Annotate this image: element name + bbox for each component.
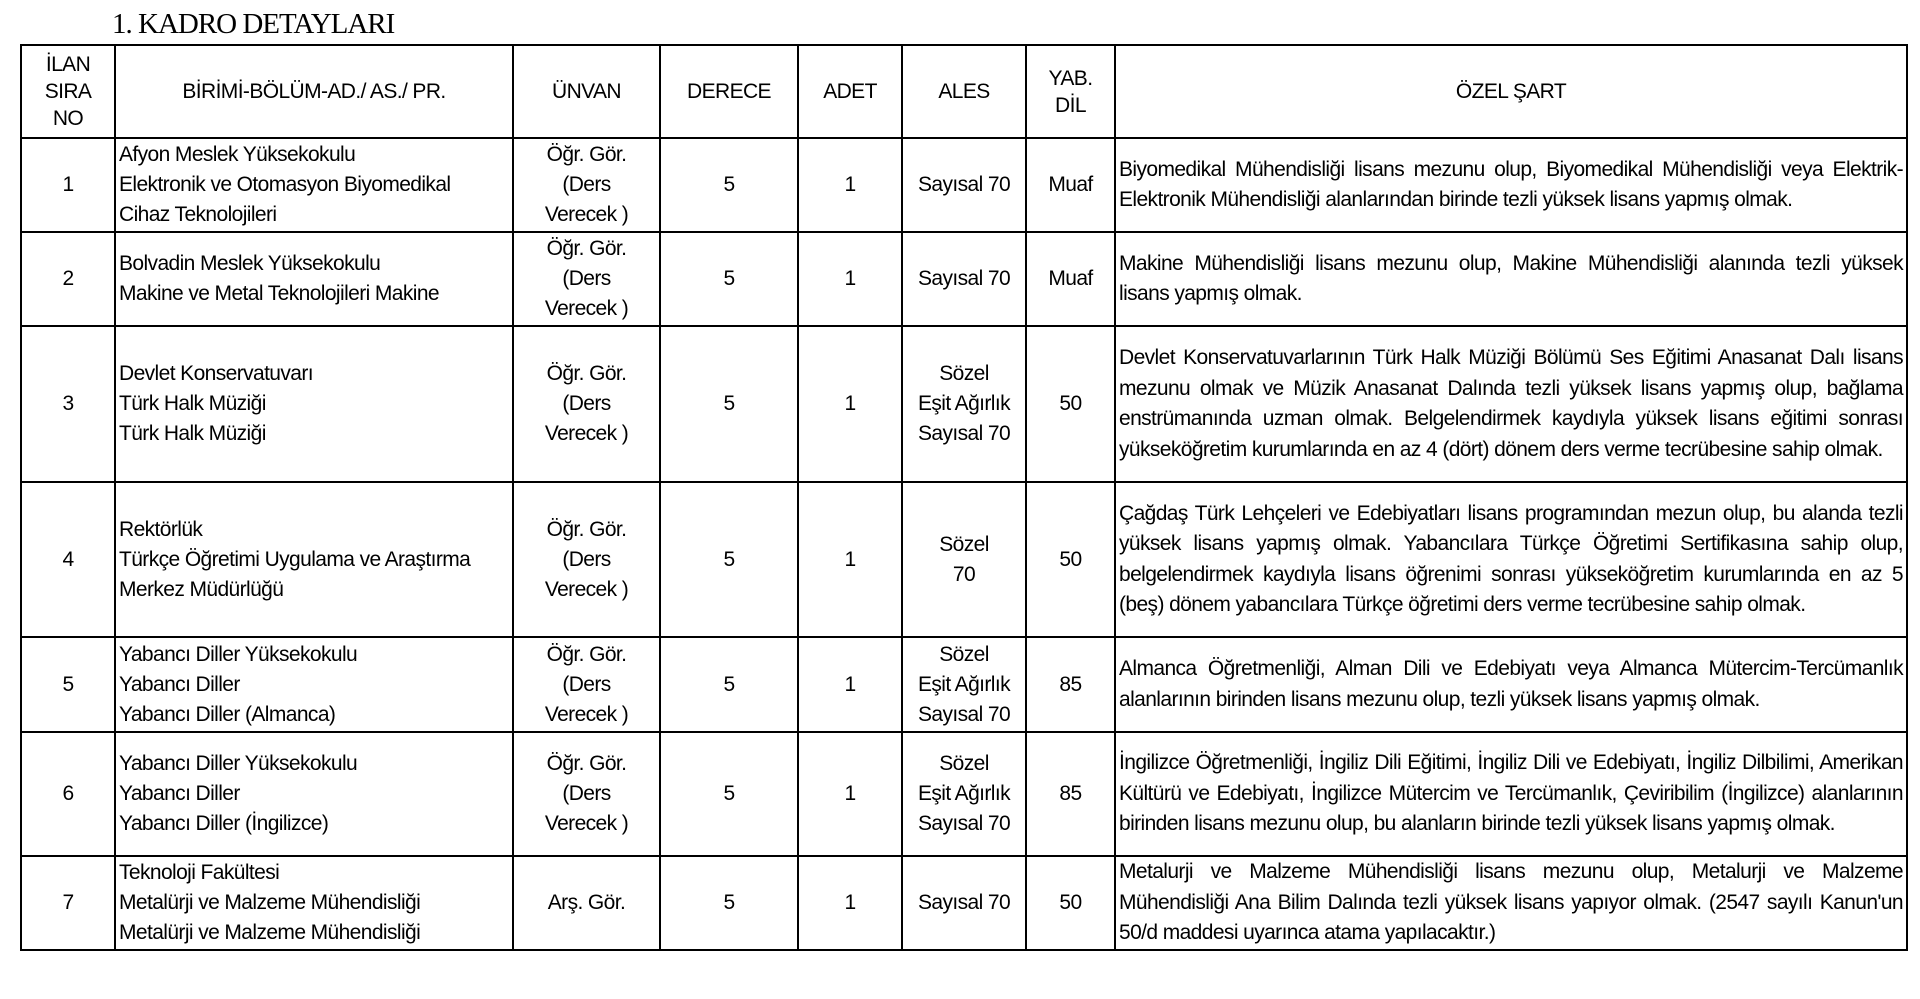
- cell-ales-line: Sözel: [939, 752, 989, 775]
- cell-title: [513, 637, 660, 732]
- cell-degree: 5: [660, 138, 798, 232]
- cell-unit-line: Türkçe Öğretimi Uygulama ve Araştırma: [119, 547, 471, 571]
- cell-count: 1: [798, 138, 902, 232]
- cell-condition: Devlet Konservatuvarlarının Türk Halk Müziği Bölümü Ses Eğitimi Anasanat Dalı lisans mezunu olmak ve Müzik Anasanat Dalında tezli yüksek lisans yapmış olup, bağlama enstrümanında uzman olmak. Belgelendirmek kaydıyla yüksek lisans eğitimi sonrası yükseköğretim kurumlarında en az 4 (dört) dönem ders verme tecrübesine sahip olmak.: [1115, 326, 1907, 482]
- cell-title-line: (Ders: [562, 392, 611, 415]
- hno-line: İLAN: [45, 53, 91, 76]
- cell-degree: 5: [660, 856, 798, 950]
- cell-unit-line: Metalürji ve Malzeme Mühendisliği: [119, 891, 421, 914]
- table-row: [21, 637, 1907, 732]
- cell-no: 4: [21, 482, 115, 637]
- cell-ales-line: Sayısal 70: [917, 702, 1011, 726]
- table-row: [21, 326, 1907, 482]
- hno-line: NO: [52, 107, 84, 130]
- hlang-line: YAB.: [1048, 66, 1093, 90]
- cell-ales: [902, 856, 1026, 950]
- cell-unit-line: Yabancı Diller (Almanca): [119, 702, 336, 726]
- cell-unit: [115, 232, 513, 326]
- cell-ales: [902, 637, 1026, 732]
- cell-degree: 5: [660, 637, 798, 732]
- cell-unit-line: Yabancı Diller: [119, 782, 240, 805]
- cell-title: [513, 326, 660, 482]
- cell-condition: İngilizce Öğretmenliği, İngiliz Dili Eğitimi, İngiliz Dili ve Edebiyatı, İngiliz Dilbilimi, Amerikan Kültürü ve Edebiyatı, İngilizce Mütercim ve Tercümanlık, Çeviribilim (İngilizce) alanlarının birinden lisans mezunu olup, bu alanların birinde tezli yüksek lisans yapmış olmak.: [1115, 732, 1907, 856]
- cell-ales: [902, 232, 1026, 326]
- cell-degree: 5: [660, 232, 798, 326]
- cell-title-line: Verecek ): [544, 702, 629, 726]
- cell-unit-line: Türk Halk Müziği: [119, 392, 266, 415]
- cell-ales-line: Sayısal 70: [917, 422, 1011, 445]
- table-row: [21, 232, 1907, 326]
- cell-ales: [902, 138, 1026, 232]
- cell-language: Muaf: [1026, 138, 1115, 232]
- table-row: [21, 482, 1907, 637]
- cell-count: 1: [798, 232, 902, 326]
- cell-title-line: (Ders: [562, 547, 611, 571]
- cell-unit-line: Rektörlük: [119, 517, 203, 541]
- cell-no: 7: [21, 856, 115, 950]
- cell-title-line: Öğr. Gör.: [546, 752, 627, 775]
- cell-unit-line: Bolvadin Meslek Yüksekokulu: [119, 252, 381, 275]
- cell-language: 85: [1026, 732, 1115, 856]
- header-count: ADET: [798, 45, 902, 138]
- cell-ales-line: Sözel: [939, 642, 989, 666]
- cell-unit-line: Yabancı Diller Yüksekokulu: [119, 752, 358, 775]
- cell-title-line: Verecek ): [544, 203, 629, 226]
- hlang-line: DİL: [1055, 93, 1086, 117]
- table-row: [21, 732, 1907, 856]
- cell-unit-line: Elektronik ve Otomasyon Biyomedikal: [119, 173, 451, 196]
- hno-line: SIRA: [44, 80, 92, 103]
- header-title: ÜNVAN: [513, 45, 660, 138]
- cell-unit-line: Metalürji ve Malzeme Mühendisliği: [119, 921, 421, 944]
- cell-ales-line: Eşit Ağırlık: [918, 672, 1010, 696]
- cell-ales: [902, 482, 1026, 637]
- header-language: [1026, 45, 1115, 138]
- cell-title-line: Öğr. Gör.: [546, 237, 627, 260]
- cell-unit-line: Makine ve Metal Teknolojileri Makine: [119, 282, 439, 305]
- cell-title-line: Verecek ): [544, 297, 629, 320]
- cell-condition: Almanca Öğretmenliği, Alman Dili ve Edebiyatı veya Almanca Mütercim-Tercümanlık alanlarının birinden lisans mezunu olup, tezli yüksek lisans yapmış olmak.: [1115, 637, 1907, 732]
- cell-degree: 5: [660, 482, 798, 637]
- cell-no: 5: [21, 637, 115, 732]
- cell-condition: Metalurji ve Malzeme Mühendisliği lisans mezunu olup, Metalurji ve Malzeme Mühendisliği Ana Bilim Dalında tezli yüksek lisans yapıyor olmak. (2547 sayılı Kanun'un 50/d maddesi uyarınca atama yapılacaktır.): [1115, 856, 1907, 950]
- cell-unit-line: Cihaz Teknolojileri: [119, 203, 277, 226]
- cell-ales: [902, 326, 1026, 482]
- header-unit: BİRİMİ-BÖLÜM-AD./ AS./ PR.: [115, 45, 513, 138]
- cell-no: 3: [21, 326, 115, 482]
- cell-title-line: Öğr. Gör.: [546, 642, 627, 666]
- cell-language: 85: [1026, 637, 1115, 732]
- cell-title-line: Öğr. Gör.: [546, 517, 627, 541]
- table-row: [21, 856, 1907, 950]
- table-row: [21, 138, 1907, 232]
- cell-title-line: Öğr. Gör.: [546, 362, 627, 385]
- cell-title: [513, 732, 660, 856]
- cell-unit-line: Yabancı Diller: [119, 672, 240, 696]
- header-row: [21, 45, 1907, 138]
- cell-count: 1: [798, 326, 902, 482]
- cell-title-line: Verecek ): [544, 812, 629, 835]
- cell-unit-line: Yabancı Diller (İngilizce): [119, 812, 329, 835]
- cell-ales-line: Sayısal 70: [917, 812, 1011, 835]
- cell-ales: [902, 732, 1026, 856]
- cell-unit: [115, 482, 513, 637]
- cell-unit: [115, 856, 513, 950]
- cell-title: [513, 138, 660, 232]
- cell-unit: [115, 637, 513, 732]
- cell-title: [513, 856, 660, 950]
- cell-ales-line: Eşit Ağırlık: [918, 782, 1010, 805]
- staff-positions-table: [20, 44, 1908, 951]
- cell-degree: 5: [660, 732, 798, 856]
- cell-unit: [115, 732, 513, 856]
- section-title: 1. KADRO DETAYLARI: [112, 8, 395, 40]
- cell-language: 50: [1026, 482, 1115, 637]
- cell-ales-line: Sayısal 70: [917, 173, 1011, 196]
- header-condition: ÖZEL ŞART: [1115, 45, 1907, 138]
- cell-title-line: (Ders: [562, 782, 611, 805]
- header-ales: ALES: [902, 45, 1026, 138]
- cell-ales-line: Sayısal 70: [917, 891, 1011, 914]
- cell-no: 6: [21, 732, 115, 856]
- cell-title-line: Arş. Gör.: [547, 891, 626, 914]
- cell-no: 1: [21, 138, 115, 232]
- cell-count: 1: [798, 482, 902, 637]
- cell-ales-line: Sözel: [939, 362, 989, 385]
- cell-language: 50: [1026, 326, 1115, 482]
- header-degree: DERECE: [660, 45, 798, 138]
- cell-ales-line: Sözel: [939, 532, 989, 556]
- cell-unit-line: Teknoloji Fakültesi: [119, 861, 280, 884]
- cell-unit-line: Yabancı Diller Yüksekokulu: [119, 642, 358, 666]
- cell-condition: Makine Mühendisliği lisans mezunu olup, Makine Mühendisliği alanında tezli yüksek lisans yapmış olmak.: [1115, 232, 1907, 326]
- cell-ales-line: Sayısal 70: [917, 267, 1011, 290]
- cell-degree: 5: [660, 326, 798, 482]
- header-no: [21, 45, 115, 138]
- cell-no: 2: [21, 232, 115, 326]
- cell-title-line: (Ders: [562, 672, 611, 696]
- cell-title-line: Verecek ): [544, 577, 629, 601]
- cell-ales-line: Eşit Ağırlık: [918, 392, 1010, 415]
- cell-title-line: (Ders: [562, 267, 611, 290]
- cell-count: 1: [798, 637, 902, 732]
- cell-unit-line: Merkez Müdürlüğü: [119, 577, 284, 601]
- cell-condition: Çağdaş Türk Lehçeleri ve Edebiyatları lisans programından mezun olup, bu alanda tezli yüksek lisans yapmış olmak. Yabancılara Türkçe Öğretimi Sertifikasına sahip olup, belgelendirmek kaydıyla lisans öğrenimi sonrası yükseköğretim kurumlarında en az 5 (beş) dönem yabancılara Türkçe öğretimi ders verme tecrübesine sahip olmak.: [1115, 482, 1907, 637]
- cell-title: [513, 232, 660, 326]
- cell-unit-line: Devlet Konservatuvarı: [119, 362, 313, 385]
- cell-language: 50: [1026, 856, 1115, 950]
- cell-count: 1: [798, 856, 902, 950]
- cell-title-line: (Ders: [562, 173, 611, 196]
- cell-title: [513, 482, 660, 637]
- cell-unit: [115, 138, 513, 232]
- cell-unit: [115, 326, 513, 482]
- cell-unit-line: Türk Halk Müziği: [119, 422, 266, 445]
- cell-condition: Biyomedikal Mühendisliği lisans mezunu olup, Biyomedikal Mühendisliği veya Elektrik-Elektronik Mühendisliği alanlarından birinde tezli yüksek lisans yapmış olmak.: [1115, 138, 1907, 232]
- cell-count: 1: [798, 732, 902, 856]
- cell-unit-line: Afyon Meslek Yüksekokulu: [119, 143, 356, 166]
- cell-title-line: Öğr. Gör.: [546, 143, 627, 166]
- cell-language: Muaf: [1026, 232, 1115, 326]
- cell-title-line: Verecek ): [544, 422, 629, 445]
- cell-ales-line: 70: [952, 562, 976, 586]
